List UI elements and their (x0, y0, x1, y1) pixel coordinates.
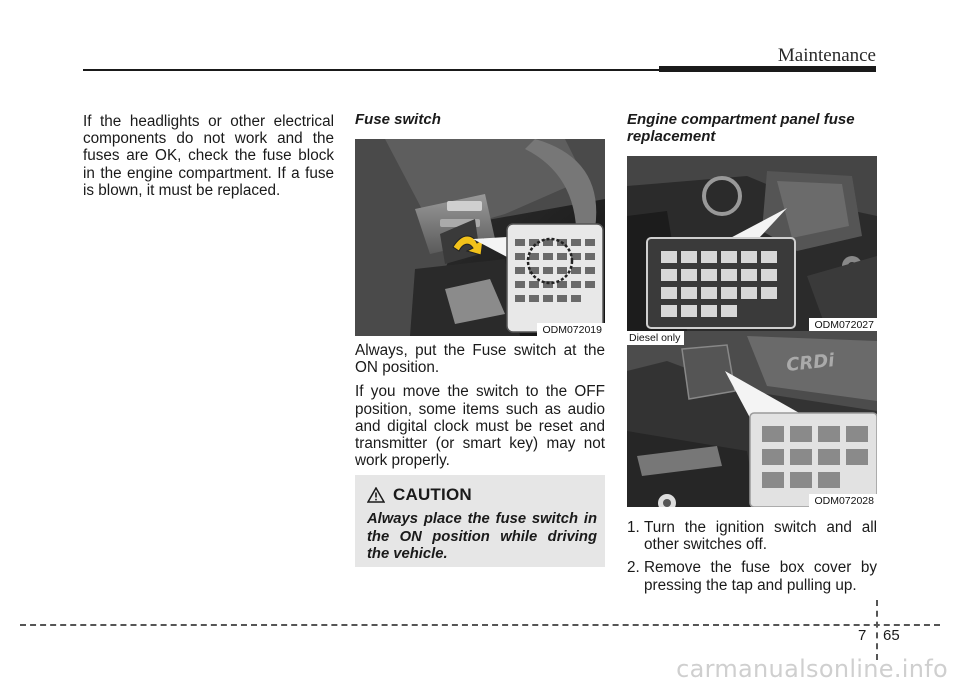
svg-text:CRDi: CRDi (785, 350, 836, 376)
diesel-only-tag: Diesel only (627, 331, 684, 345)
list-item (627, 559, 877, 593)
caution-header (367, 485, 472, 505)
page-number: 65 (883, 627, 900, 644)
page-number-separator (876, 600, 878, 660)
intro-column (83, 113, 334, 206)
footer-rule (20, 624, 940, 626)
step-text: Turn the ignition switch and all other switches off. (644, 519, 877, 554)
intro-paragraph: If the headlights or other electrical components do not work and the fuses are OK, check the fuse block in the engine compartment. If a fuse is blown, it must be replaced. (83, 113, 334, 199)
fuse-switch-text (355, 342, 605, 476)
image-code: ODM072019 (537, 323, 605, 336)
watermark: carmanualsonline.info (676, 655, 948, 683)
fuse-switch-paragraph: Always, put the Fuse switch at the ON position. (355, 342, 605, 377)
warning-triangle-icon (367, 487, 385, 503)
diesel-engine-photo (627, 331, 877, 507)
section-title: Maintenance (777, 45, 876, 66)
fuse-switch-photo (355, 139, 605, 336)
list-item (627, 519, 877, 553)
chapter-number: 7 (858, 627, 867, 644)
engine-panel-heading: Engine compartment panel fuse replacement (627, 111, 855, 145)
step-text: Remove the fuse box cover by pressing the tap and pulling up. (644, 559, 877, 594)
steps-list (627, 519, 877, 600)
fuse-switch-paragraph: If you move the switch to the OFF position, some items such as audio and digital clock must be reset and transmitter (or smart key) may not work properly. (355, 383, 605, 470)
step-number: 1. (627, 519, 640, 536)
image-code: ODM072027 (809, 318, 877, 331)
header-rule-accent (659, 66, 876, 72)
image-code: ODM072028 (809, 494, 877, 507)
caution-text: Always place the fuse switch in the ON position while driving the vehicle. (367, 511, 597, 562)
fuse-switch-heading: Fuse switch (355, 111, 441, 128)
caution-box (355, 475, 605, 567)
header-rule (83, 69, 663, 71)
caution-title: CAUTION (393, 485, 472, 504)
step-number: 2. (627, 559, 640, 577)
engine-compartment-photo (627, 156, 877, 331)
